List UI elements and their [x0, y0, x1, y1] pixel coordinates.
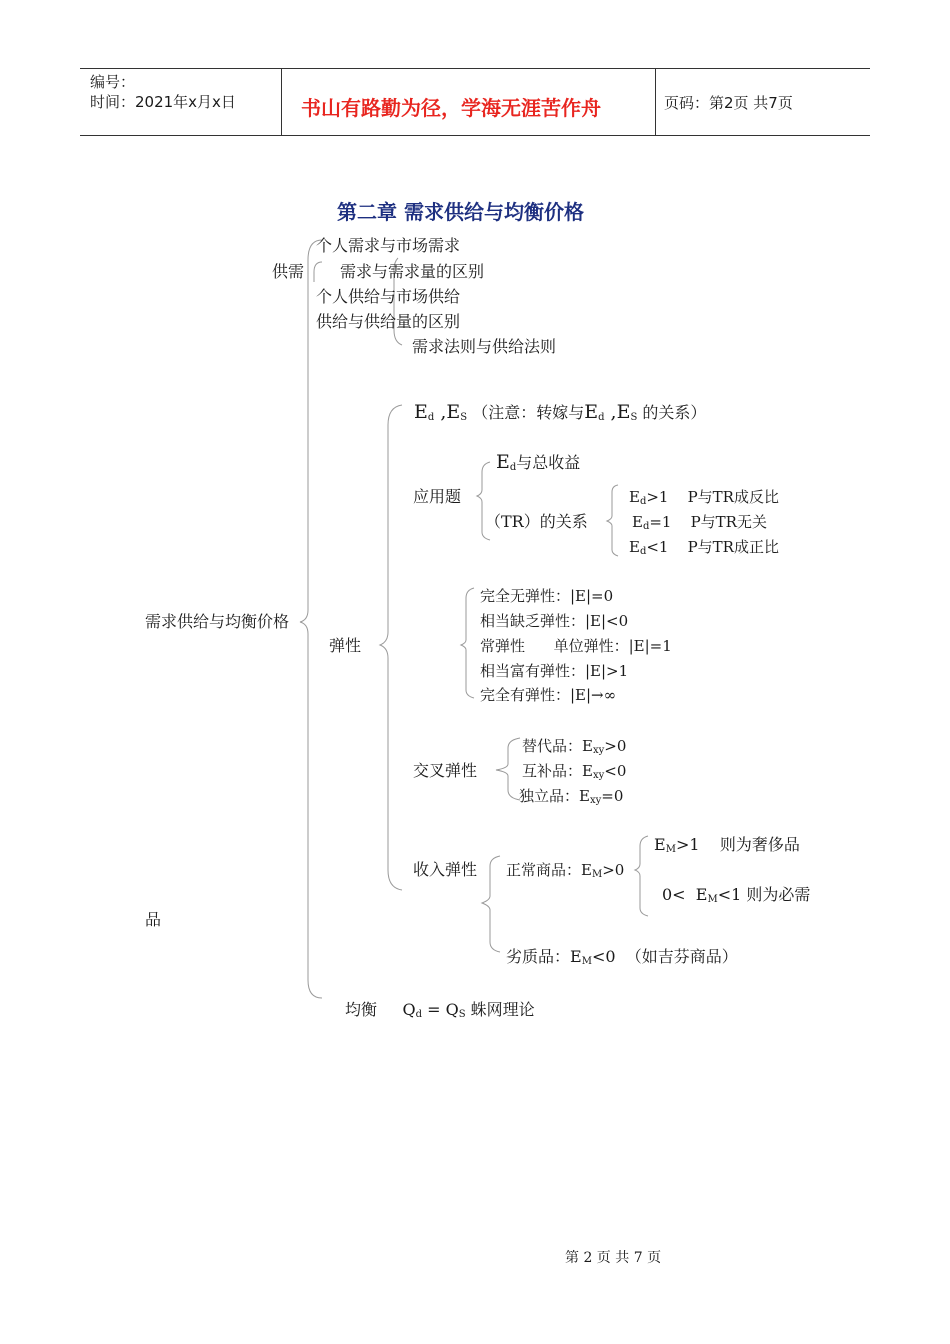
root-bracket [300, 240, 322, 998]
tr-case-1: $E_d>1$ P与TR成反比 [629, 488, 779, 507]
sd-item-3: 个人供给与市场供给 [316, 287, 461, 306]
header-top-border [80, 68, 870, 69]
luxury-goods: $E_M>1$ 则为奢侈品 [654, 835, 800, 855]
application-label: 应用题 [413, 487, 462, 506]
sd-item-1: 个人需求与市场需求 [316, 236, 461, 255]
header-motto: 书山有路勤为径，学海无涯苦作舟 [301, 96, 601, 120]
supply-demand-label: 供需 [272, 262, 305, 281]
chapter-title: 第二章 需求供给与均衡价格 [337, 200, 584, 224]
header-divider-1 [281, 68, 282, 136]
cross-item-3: 独立品：$E_{xy}=0$ [519, 787, 624, 806]
sd-item-2: 需求与需求量的区别 [340, 262, 485, 281]
necessity-goods: $0< E_M<1$ 则为必需 [662, 885, 811, 905]
elasticity-label: 弹性 [329, 636, 362, 655]
header-bottom-border [80, 135, 870, 136]
page-footer: 第 2 页 共 7 页 [565, 1250, 662, 1266]
cross-bracket [496, 738, 520, 800]
sd-item-4: 供给与供给量的区别 [316, 312, 461, 331]
types-bracket [461, 588, 474, 698]
type-4: 相当富有弹性：|E|>1 [480, 662, 629, 680]
type-5: 完全有弹性：|E|→∞ [480, 686, 617, 704]
type-3: 常弹性 单位弹性：|E|=1 [480, 637, 672, 655]
supply-demand-bracket [314, 262, 322, 282]
header-divider-2 [655, 68, 656, 136]
tr-case-3: $E_d<1$ P与TR成正比 [629, 538, 779, 557]
tr-case-2: $E_d=1$ P与TR无关 [632, 513, 767, 532]
tr-relation-line: （TR）的关系 [485, 512, 588, 531]
income-label: 收入弹性 [413, 860, 478, 879]
cross-item-1: 替代品：$E_{xy}>0$ [522, 737, 627, 756]
total-revenue-line: $E_d$与总收益 [496, 451, 581, 473]
cross-item-2: 互补品：$E_{xy}<0$ [522, 762, 627, 781]
type-1: 完全无弹性：|E|=0 [480, 587, 614, 605]
elasticity-bracket [380, 405, 402, 890]
root-tail: 品 [145, 910, 162, 929]
ed-es-line: $E_d$ $,E_S$ （注意：转嫁与$E_d$ $,E_S$ 的关系） [414, 401, 707, 423]
header-time: 时间：2021年x月x日 [90, 93, 236, 111]
equilibrium-line: 均衡 $Q_d = Q_S$ 蛛网理论 [345, 1000, 535, 1020]
normal-goods: 正常商品：$E_M>0$ [506, 861, 625, 880]
normal-goods-bracket [635, 836, 648, 916]
income-bracket [482, 856, 500, 952]
root-label: 需求供给与均衡价格 [145, 612, 290, 631]
header-page: 页码：第2页 共7页 [664, 94, 793, 112]
cross-label: 交叉弹性 [413, 761, 478, 780]
header-serial: 编号： [90, 73, 136, 91]
tr-cases-bracket [607, 485, 618, 556]
type-2: 相当缺乏弹性：|E|<0 [480, 612, 629, 630]
inferior-goods: 劣质品：$E_M<0$ （如吉芬商品） [506, 947, 738, 967]
sd-item-5: 需求法则与供给法则 [412, 337, 557, 356]
